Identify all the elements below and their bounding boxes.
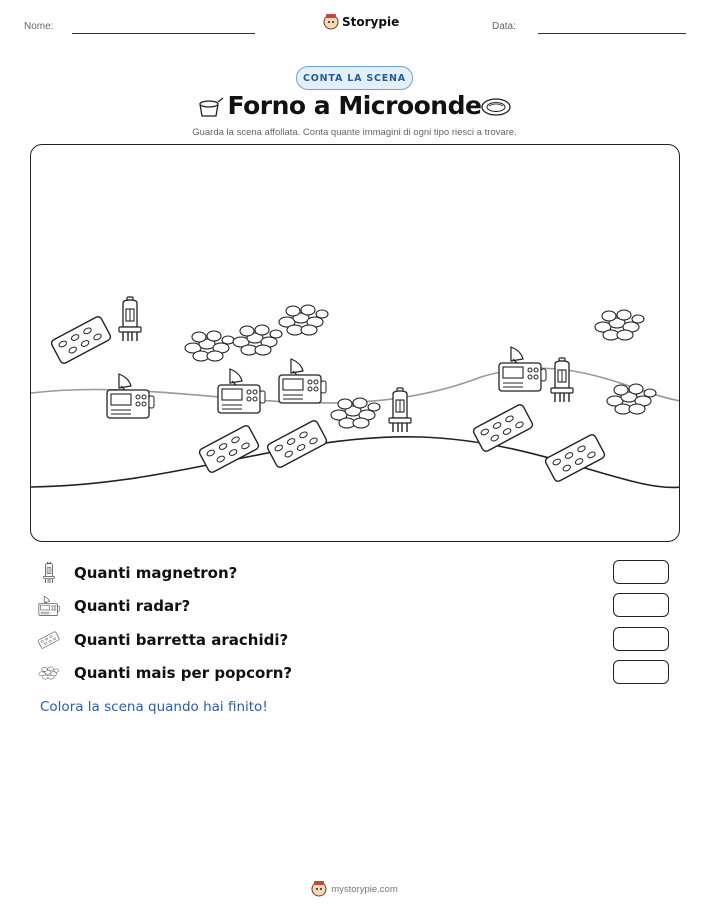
question-magnetron: [38, 562, 678, 586]
dish-icon: [480, 96, 512, 118]
instructions: Guarda la scena affollata. Conta quante immagini di ogni tipo riesci a trovare.: [192, 127, 517, 138]
name-label: Nome:: [24, 21, 54, 32]
peanut-bar-3: [266, 419, 328, 468]
scene-badge: CONTA LA SCENA: [296, 66, 413, 90]
peanut-bar-icon: [38, 629, 60, 651]
name-field[interactable]: [72, 33, 255, 34]
question-text: Quanti barretta arachidi?: [74, 631, 289, 649]
question-text: Quanti magnetron?: [74, 564, 238, 582]
magnetron-icon: [38, 562, 60, 584]
peanut-bar-4: [472, 403, 534, 452]
question-text: Quanti mais per popcorn?: [74, 664, 293, 682]
magnetron-3: [551, 358, 573, 402]
magnetron-2: [389, 388, 411, 432]
footer: [0, 881, 709, 897]
popcorn-4: [331, 398, 380, 428]
radar-4: [499, 347, 546, 391]
brand-logo: [323, 14, 399, 30]
popcorn-3: [279, 305, 328, 335]
radar-1: [107, 374, 154, 418]
answer-box[interactable]: [613, 627, 669, 651]
mascot-icon: [323, 14, 339, 30]
coloring-note: Colora la scena quando hai finito!: [40, 699, 268, 715]
popcorn-1: [185, 331, 234, 361]
question-popcorn: [38, 662, 678, 686]
answer-box[interactable]: [613, 593, 669, 617]
answer-box[interactable]: [613, 660, 669, 684]
date-field[interactable]: [538, 33, 686, 34]
radar-3: [279, 359, 326, 403]
popcorn-icon: [38, 662, 60, 684]
page-title: Forno a Microonde: [227, 91, 482, 120]
question-peanut-bar: [38, 629, 678, 653]
counting-scene: [30, 144, 680, 542]
popcorn-2: [233, 325, 282, 355]
radar-icon: [38, 595, 60, 617]
radar-2: [218, 369, 265, 413]
question-radar: [38, 595, 678, 619]
popcorn-6: [607, 384, 656, 414]
peanut-bar-1: [50, 315, 112, 364]
brand-name: Storypie: [342, 15, 400, 29]
date-label: Data:: [492, 21, 516, 32]
mascot-icon: [311, 881, 327, 897]
peanut-bar-2: [198, 424, 260, 473]
footer-url: mystorypie.com: [331, 883, 398, 895]
question-text: Quanti radar?: [74, 597, 191, 615]
answer-box[interactable]: [613, 560, 669, 584]
popcorn-5: [595, 310, 644, 340]
peanut-bar-5: [544, 433, 606, 482]
magnetron-1: [119, 297, 141, 341]
